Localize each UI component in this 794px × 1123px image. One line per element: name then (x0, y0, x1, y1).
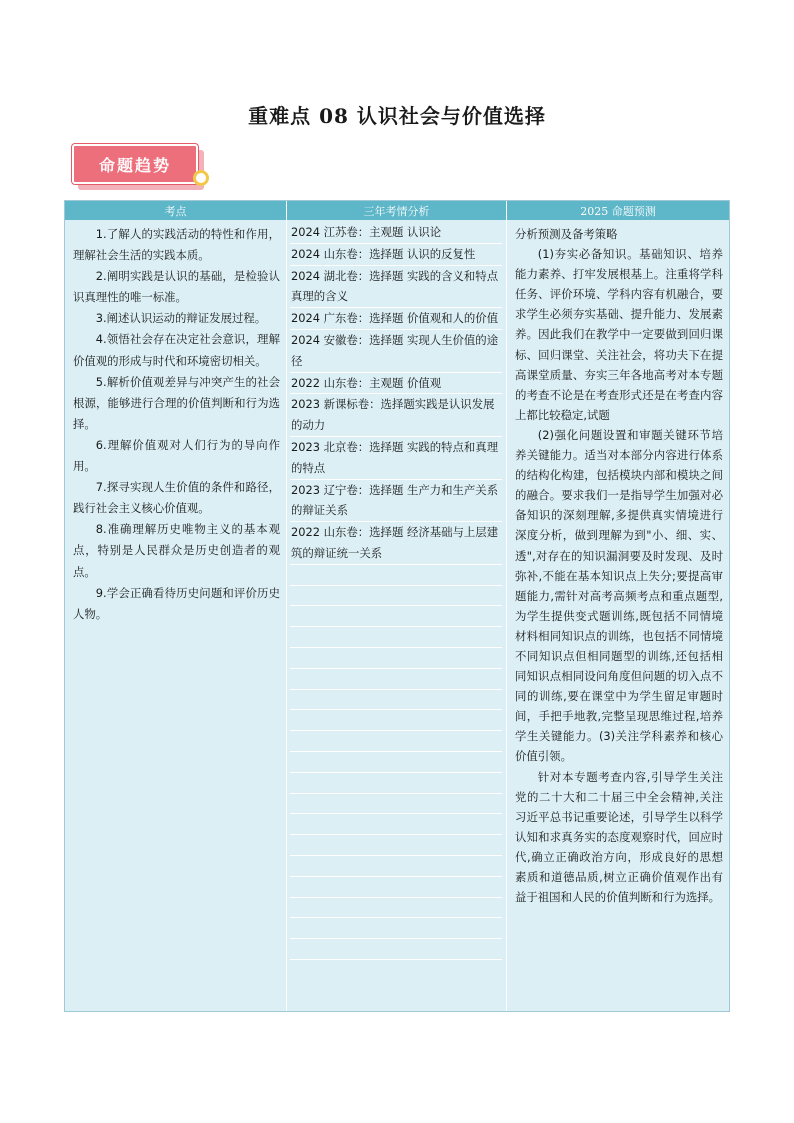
empty-row (290, 627, 502, 648)
knowledge-point: 7.探寻实现人生价值的条件和路径，践行社会主义核心价值观。 (73, 480, 280, 516)
prediction-paragraph: 针对本专题考查内容,引导学生关注党的二十大和二十届三中全会精神,关注习近平总书记重要论述，引导学生以科学认知和求真务实的态度观察时代，回应时代,确立正确政治方向，形成良好的思想素质和道德品质,树立正确价值观作出有益于祖国和人民的价值判断和行为选择。 (515, 769, 723, 905)
badge-label: 命题趋势 (72, 144, 198, 184)
exam-analysis-column (287, 220, 507, 1011)
knowledge-point: 8.准确理解历史唯物主义的基本观点，特别是人民群众是历史创造者的观点。 (73, 522, 280, 579)
empty-row (290, 794, 502, 815)
exam-entry: 2024 安徽卷：选择题 实现人生价值的途径 (290, 330, 502, 373)
empty-row (290, 648, 502, 669)
header-knowledge-points: 考点 (65, 201, 287, 220)
empty-row (290, 669, 502, 690)
prediction-paragraph: (1)夯实必备知识。基础知识、培养能力素养、打牢发展根基上。注重将学科任务、评价环境、学科内容有机融合，要求学生必须夯实基础、提升能力、发展素养。因此我们在教学中一定要做到回归课标、回归课堂、关注社会，将功夫下在提高课堂质量、夯实三年各地高考对本专题的考查不论是在考查形式还是在考查内容上都比较稳定,试题 (515, 247, 723, 422)
knowledge-point: 9.学会正确看待历史问题和评价历史人物。 (73, 585, 280, 621)
knowledge-point: 1.了解人的实践活动的特性和作用，理解社会生活的实践本质。 (73, 227, 280, 263)
empty-row (290, 586, 502, 607)
exam-entry: 2024 广东卷：选择题 价值观和人的价值 (290, 308, 502, 330)
exam-entry: 2024 江苏卷：主观题 认识论 (290, 222, 502, 244)
exam-entry: 2023 新课标卷：选择题实践是认识发展的动力 (290, 394, 502, 437)
empty-row (290, 690, 502, 711)
exam-entry: 2023 辽宁卷：选择题 生产力和生产关系的辩证关系 (290, 480, 502, 523)
page-title: 重难点 08 认识社会与价值选择 (248, 104, 546, 128)
knowledge-point: 6.理解价值观对人们行为的导向作用。 (73, 437, 280, 474)
prediction-heading: 分析预测及备考策略 (515, 227, 618, 241)
knowledge-point: 2.阐明实践是认识的基础，是检验认识真理性的唯一标准。 (73, 269, 280, 305)
exam-entry: 2022 山东卷：选择题 经济基础与上层建筑的辩证统一关系 (290, 522, 502, 565)
empty-row (290, 710, 502, 731)
exam-entry: 2024 湖北卷：选择题 实践的含义和特点 真理的含义 (290, 266, 502, 309)
header-prediction: 2025 命题预测 (580, 204, 656, 218)
empty-row (290, 835, 502, 856)
empty-row (290, 918, 502, 939)
knowledge-point: 4.领悟社会存在决定社会意识，理解价值观的形成与时代和环境密切相关。 (73, 332, 280, 368)
table-header (65, 201, 729, 220)
empty-row (290, 939, 502, 960)
knowledge-point: 3.阐述认识运动的辩证发展过程。 (95, 311, 267, 326)
empty-row (290, 606, 502, 627)
trend-table (64, 200, 730, 1012)
ring-icon (193, 170, 209, 186)
empty-row (290, 731, 502, 752)
empty-row (290, 898, 502, 919)
empty-row (290, 565, 502, 586)
table-body (65, 220, 729, 1011)
trend-badge (72, 144, 212, 192)
knowledge-point: 5.解析价值观差异与冲突产生的社会根源，能够进行合理的价值判断和行为选择。 (73, 374, 280, 431)
empty-row (290, 773, 502, 794)
exam-analysis-list (290, 222, 502, 565)
exam-entry: 2024 山东卷：选择题 认识的反复性 (290, 244, 502, 266)
empty-row (290, 877, 502, 898)
knowledge-points-column (65, 220, 287, 1011)
exam-entry: 2023 北京卷：选择题 实践的特点和真理的特点 (290, 437, 502, 480)
empty-row (290, 814, 502, 835)
empty-row (290, 752, 502, 773)
exam-entry: 2022 山东卷：主观题 价值观 (290, 373, 502, 395)
prediction-paragraph: (2)强化问题设置和审题关键环节培养关键能力。适当对本部分内容进行体系的结构化构建，包括模块内部和模块之间的融合。要求我们一是指导学生加强对必备知识的深刻理解,多提供真实情境进行深度分析，做到理解为到"小、细、实、透",对存在的知识漏洞要及时发现、及时弥补,不能在基本知识点上失分;要提高审题能力,需针对高考高频考点和重点题型,为学生提供变式题训练,既包括不同情境材料相同知识点的训练，也包括不同情境不同知识点但相同题型的训练,还包括相同知识点相同设问角度但问题的切入点不同的训练,要在课堂中为学生留足审题时间，手把手地教,完整呈现思维过程,培养学生关键能力。(3)关注学科素养和核心价值引领。 (515, 427, 723, 764)
header-exam-analysis: 三年考情分析 (287, 201, 507, 220)
prediction-column (507, 220, 729, 1011)
empty-rows (290, 565, 502, 960)
empty-row (290, 856, 502, 877)
